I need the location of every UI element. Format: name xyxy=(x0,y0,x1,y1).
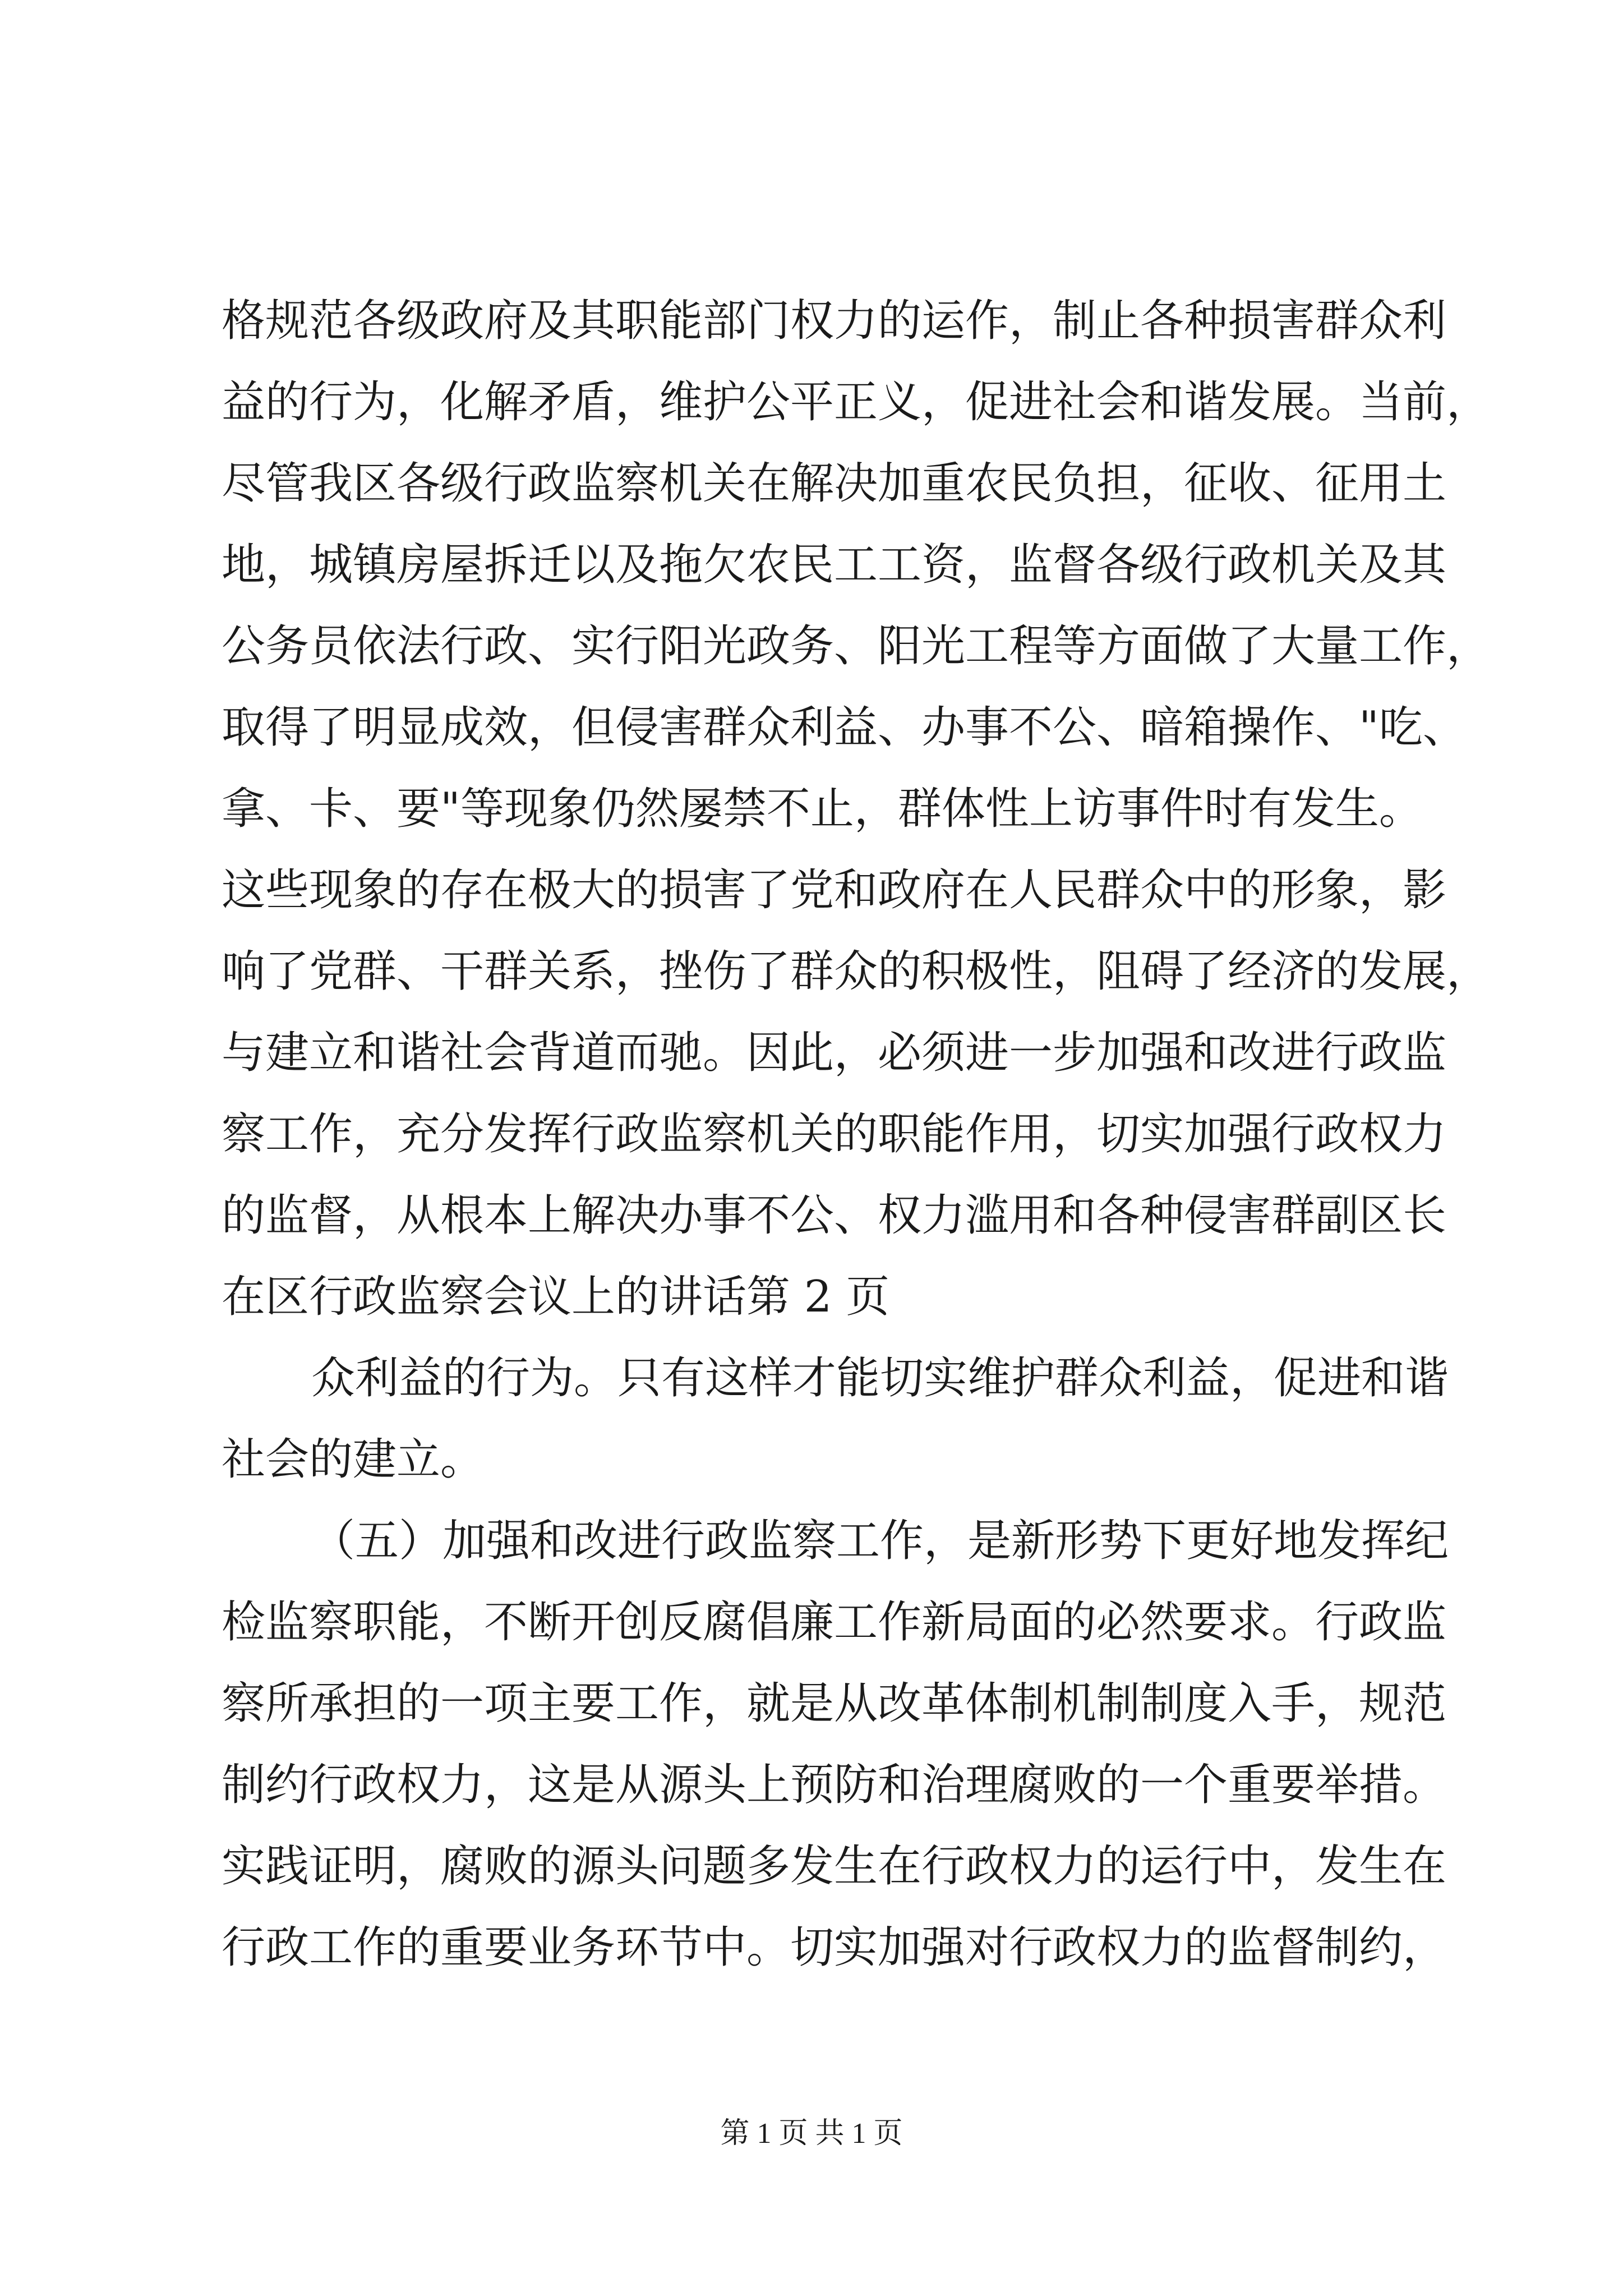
page-footer: 第 1 页 共 1 页 xyxy=(720,2118,903,2150)
text-line: 众利益的行为。只有这样才能切实维护群众利益，促进和谐 xyxy=(311,1353,1449,1404)
text-line: 尽管我区各级行政监察机关在解决加重农民负担，征收、征用土 xyxy=(222,458,1447,509)
text-line: 察工作，充分发挥行政监察机关的职能作用，切实加强行政权力 xyxy=(222,1109,1447,1159)
text-line: 实践证明，腐败的源头问题多发生在行政权力的运行中，发生在 xyxy=(222,1841,1447,1892)
text-line: 行政工作的重要业务环节中。切实加强对行政权力的监督制约， xyxy=(222,1922,1447,1973)
text-line: 察所承担的一项主要工作，就是从改革体制机制制度入手，规范 xyxy=(222,1678,1447,1729)
text-line: 检监察职能，不断开创反腐倡廉工作新局面的必然要求。行政监 xyxy=(222,1597,1447,1648)
text-line: 格规范各级政府及其职能部门权力的运作，制止各种损害群众利 xyxy=(222,296,1447,346)
body-text xyxy=(222,280,1491,1989)
text-line: 响了党群、干群关系，挫伤了群众的积极性，阻碍了经济的发展， xyxy=(222,946,1491,997)
text-line: 益的行为，化解矛盾，维护公平正义，促进社会和谐发展。当前， xyxy=(222,377,1491,427)
text-line: 与建立和谐社会背道而驰。因此，必须进一步加强和改进行政监 xyxy=(222,1028,1447,1078)
text-line: 地，城镇房屋拆迁以及拖欠农民工工资，监督各级行政机关及其 xyxy=(222,540,1447,590)
text-line: 社会的建立。 xyxy=(222,1434,485,1485)
text-line: 取得了明显成效，但侵害群众利益、办事不公、暗箱操作、"吃、 xyxy=(222,702,1467,753)
text-line: 公务员依法行政、实行阳光政务、阳光工程等方面做了大量工作， xyxy=(222,621,1491,671)
text-line: 拿、卡、要"等现象仍然屡禁不止，群体性上访事件时有发生。 xyxy=(222,784,1423,834)
text-line: 制约行政权力，这是从源头上预防和治理腐败的一个重要举措。 xyxy=(222,1760,1447,1810)
text-line: 在区行政监察会议上的讲话第 2 页 xyxy=(222,1272,890,1322)
text-line: （五）加强和改进行政监察工作，是新形势下更好地发挥纪 xyxy=(311,1516,1449,1566)
text-line: 这些现象的存在极大的损害了党和政府在人民群众中的形象，影 xyxy=(222,865,1447,915)
text-line: 的监督，从根本上解决办事不公、权力滥用和各种侵害群副区长 xyxy=(222,1190,1447,1241)
